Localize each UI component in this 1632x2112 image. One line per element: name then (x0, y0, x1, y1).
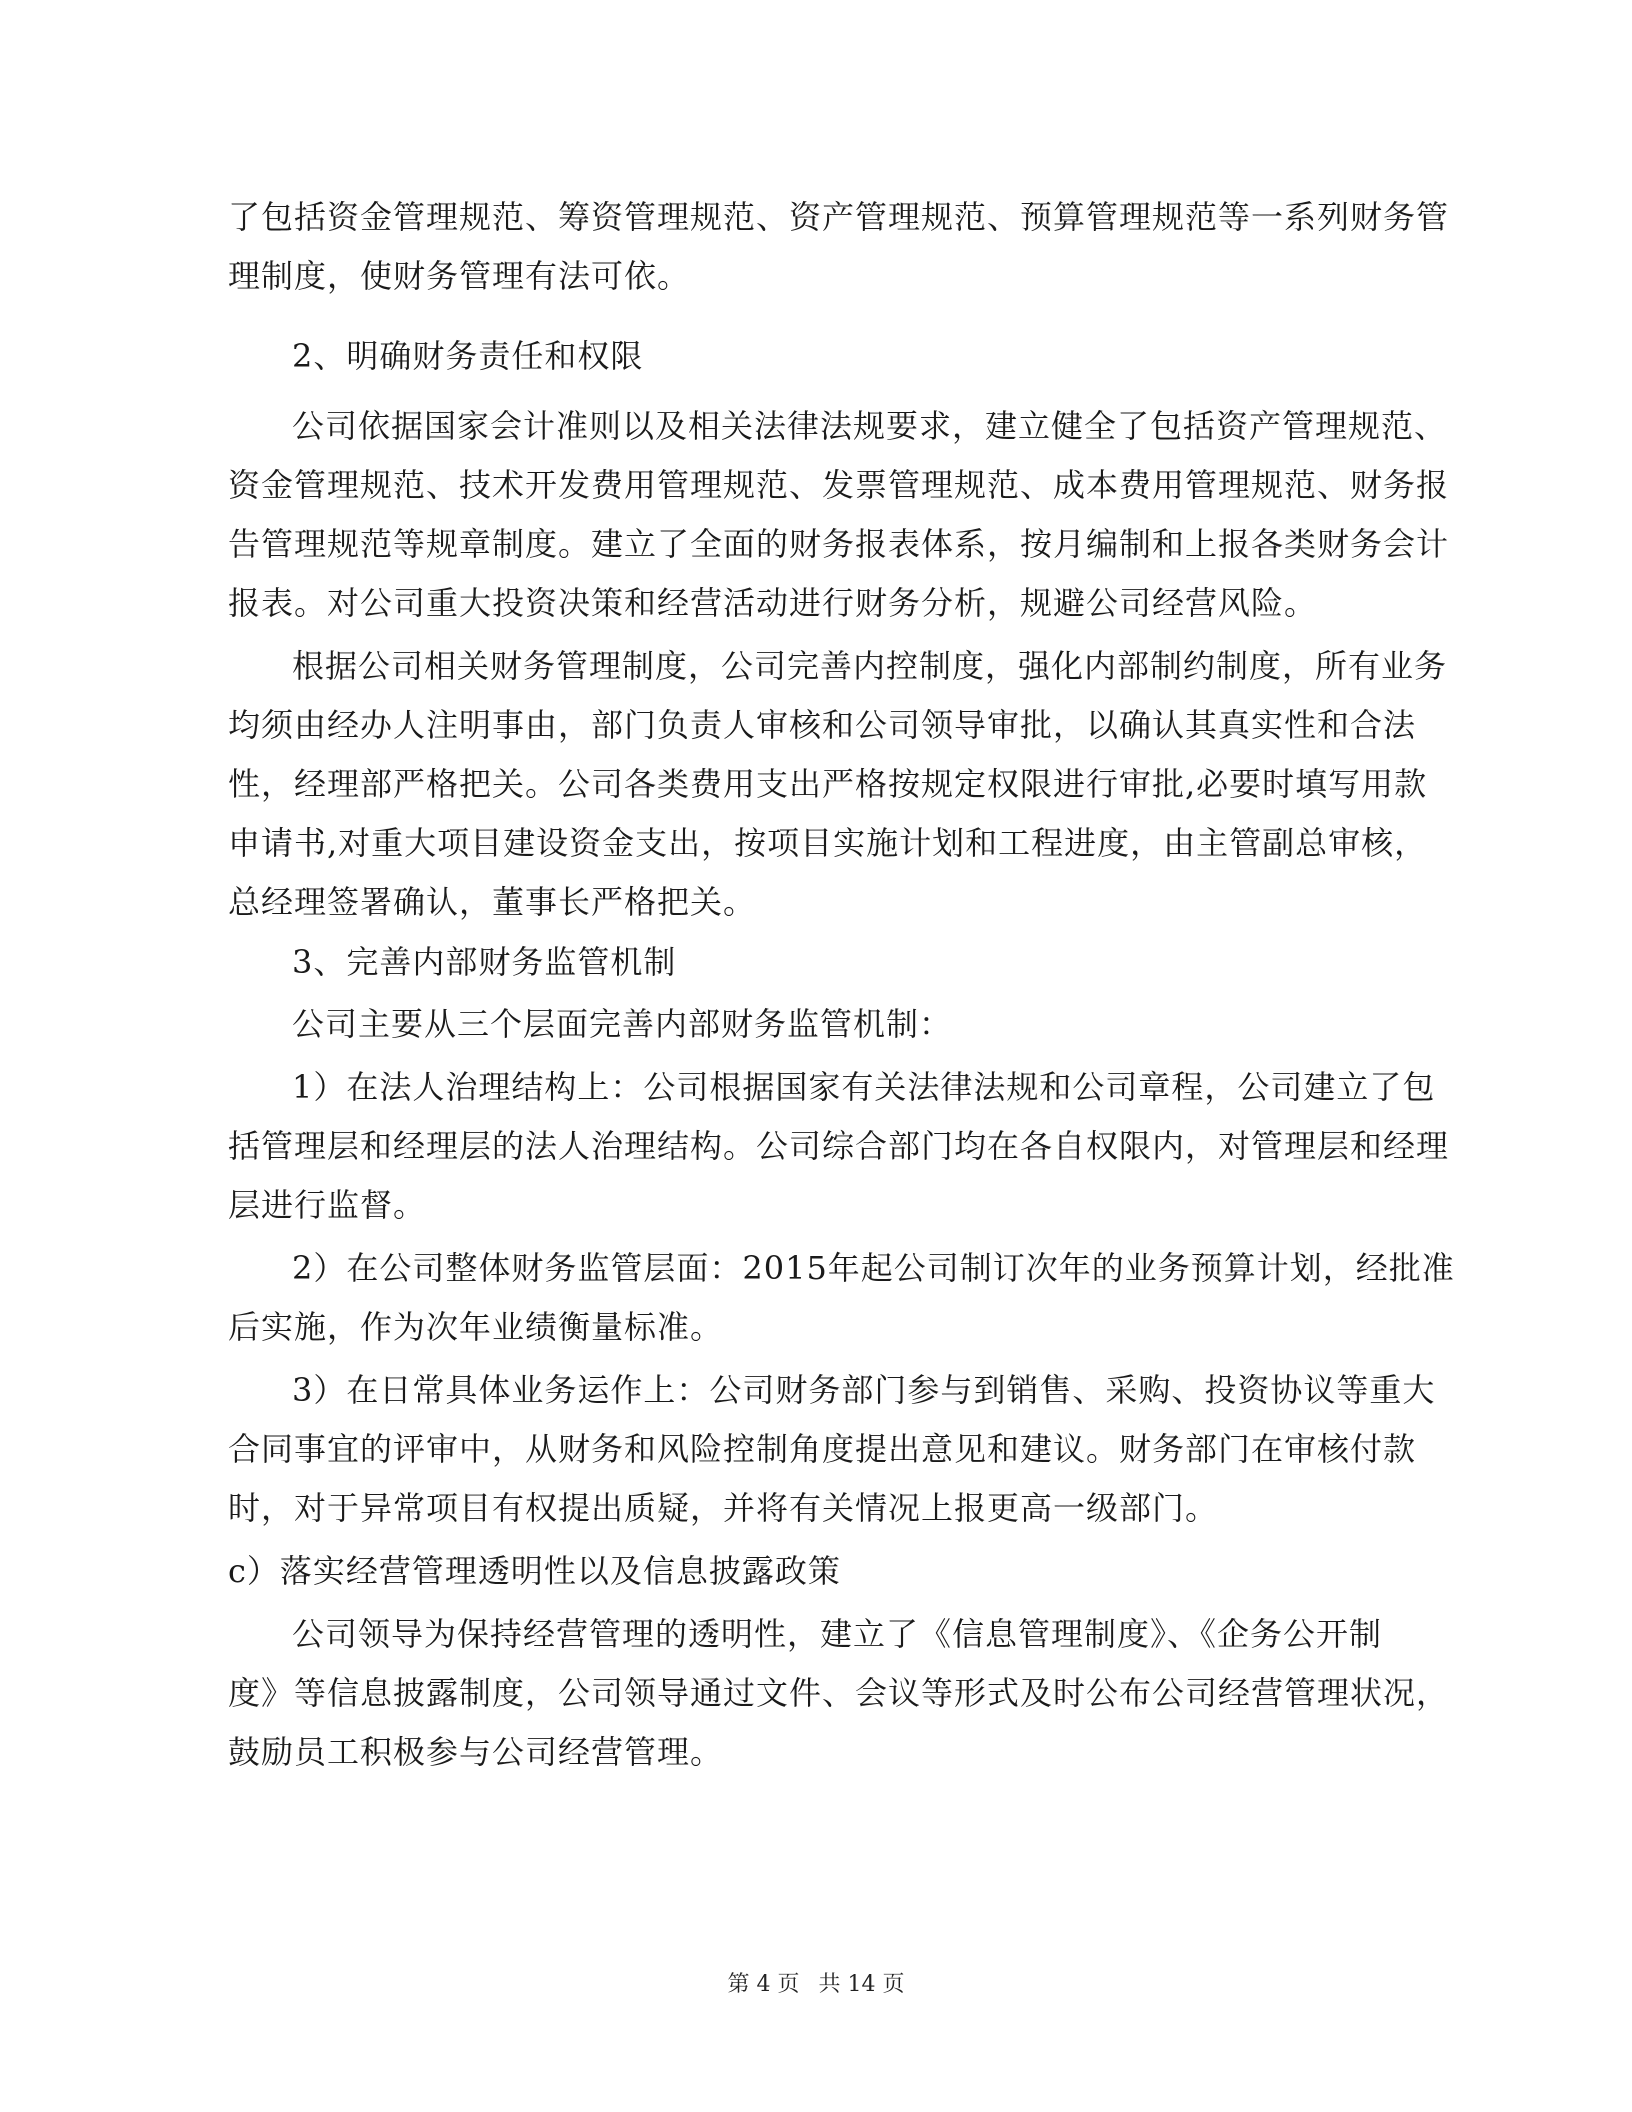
page-footer (0, 1970, 1632, 2000)
body-line: 合同事宜的评审中，从财务和风险控制角度提出意见和建议。财务部门在审核付款 (228, 1430, 1417, 1468)
body-line: 性，经理部严格把关。公司各类费用支出严格按规定权限进行审批,必要时填写用款 (228, 765, 1428, 803)
body-line: 申请书,对重大项目建设资金支出，按项目实施计划和工程进度，由主管副总审核， (228, 824, 1428, 862)
body-line: 后实施，作为次年业绩衡量标准。 (228, 1308, 724, 1346)
page-total: 共 14 页 (818, 1972, 905, 1997)
body-line: 公司主要从三个层面完善内部财务监管机制： (292, 1005, 953, 1043)
body-line: 根据公司相关财务管理制度，公司完善内控制度，强化内部制约制度，所有业务 (292, 647, 1448, 685)
body-line: 括管理层和经理层的法人治理结构。公司综合部门均在各自权限内，对管理层和经理 (228, 1127, 1450, 1165)
body-line: 鼓励员工积极参与公司经营管理。 (228, 1733, 724, 1771)
body-line: 3）在日常具体业务运作上：公司财务部门参与到销售、采购、投资协议等重大 (292, 1371, 1436, 1409)
body-line: 总经理签署确认，董事长严格把关。 (228, 883, 757, 921)
body-line: 1）在法人治理结构上：公司根据国家有关法律法规和公司章程，公司建立了包 (292, 1068, 1436, 1106)
body-line: 报表。对公司重大投资决策和经营活动进行财务分析，规避公司经营风险。 (228, 584, 1318, 622)
section-heading: 2、明确财务责任和权限 (292, 337, 644, 375)
body-line: 2）在公司整体财务监管层面：2015年起公司制订次年的业务预算计划，经批准 (292, 1249, 1455, 1287)
body-line: 资金管理规范、技术开发费用管理规范、发票管理规范、成本费用管理规范、财务报 (228, 466, 1450, 504)
body-line: 均须由经办人注明事由，部门负责人审核和公司领导审批，以确认其真实性和合法 (228, 706, 1417, 744)
body-line: 公司依据国家会计准则以及相关法律法规要求，建立健全了包括资产管理规范、 (292, 407, 1448, 445)
body-line: 度》等信息披露制度，公司领导通过文件、会议等形式及时公布公司经营管理状况， (228, 1674, 1450, 1712)
body-line: 层进行监督。 (228, 1186, 427, 1224)
page-number: 第 4 页 (727, 1972, 800, 1997)
body-line: 了包括资金管理规范、筹资管理规范、资产管理规范、预算管理规范等一系列财务管 (228, 198, 1450, 236)
body-line: 公司领导为保持经营管理的透明性，建立了《信息管理制度》、《企务公开制 (292, 1615, 1383, 1653)
section-heading: 3、完善内部财务监管机制 (292, 943, 677, 981)
section-heading: c）落实经营管理透明性以及信息披露政策 (228, 1552, 841, 1590)
body-line: 告管理规范等规章制度。建立了全面的财务报表体系，按月编制和上报各类财务会计 (228, 525, 1450, 563)
body-line: 时，对于异常项目有权提出质疑，并将有关情况上报更高一级部门。 (228, 1489, 1219, 1527)
body-line: 理制度，使财务管理有法可依。 (228, 257, 691, 295)
